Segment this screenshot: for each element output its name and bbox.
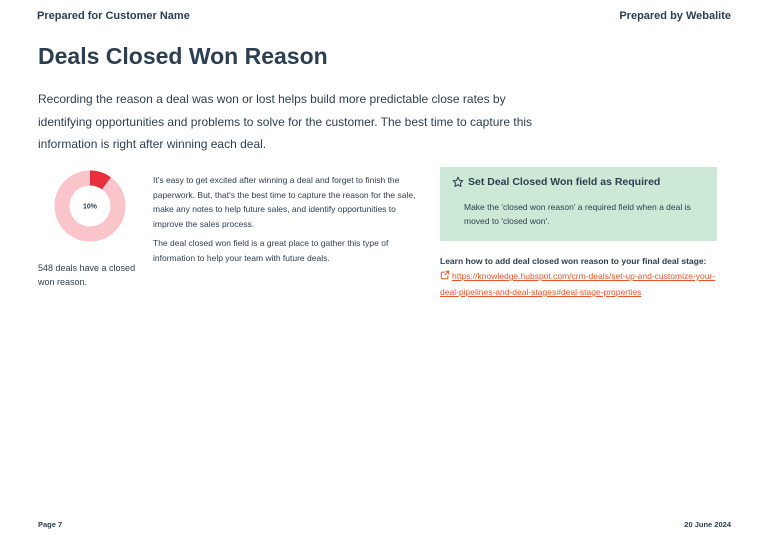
body-paragraph-1: It's easy to get excited after winning a deal and forget to finish the paperwork. But, that's the best time to capture the reason for the sale, make any notes to help future sales, and identify opportunities to improve the sales process. (153, 175, 416, 229)
knowledge-base-link-text: https://knowledge.hubspot.com/crm-deals/set-up-and-customize-your-deal-pipelines-and-deal-stages#deal-stage-properties (440, 271, 716, 297)
donut-percent-label: 10% (82, 203, 98, 211)
learn-title: Learn how to add deal closed won reason to your final deal stage: (440, 256, 707, 266)
external-link-icon (440, 270, 450, 285)
report-date: 20 June 2024 (684, 520, 731, 529)
body-paragraph-2: The deal closed won field is a great place to gather this type of information to help your team with future deals. (153, 238, 389, 263)
learn-section (440, 254, 720, 300)
intro-paragraph: Recording the reason a deal was won or lost helps build more predictable close rates by identifying opportunities and problems to solve for the customer. The best time to capture this information is right after winning each deal. (38, 92, 533, 151)
donut-slice-won-reason (90, 178, 106, 183)
deals-stat-caption: 548 deals have a closed won reason. (38, 263, 136, 287)
tip-title: Set Deal Closed Won field as Required (468, 176, 661, 188)
page-title: Deals Closed Won Reason (38, 43, 328, 69)
page-number: Page 7 (38, 520, 63, 529)
prepared-for-label: Prepared for Customer Name (37, 10, 190, 22)
knowledge-base-link[interactable] (440, 271, 715, 297)
prepared-by-label: Prepared by Webalite (619, 10, 731, 22)
donut-chart (54, 170, 126, 242)
tip-body: Make the 'closed won reason' a required field when a deal is moved to 'closed won'. (464, 202, 691, 226)
tip-callout (440, 167, 717, 241)
body-text (153, 173, 418, 265)
star-icon (452, 176, 464, 188)
tip-heading (452, 176, 660, 188)
